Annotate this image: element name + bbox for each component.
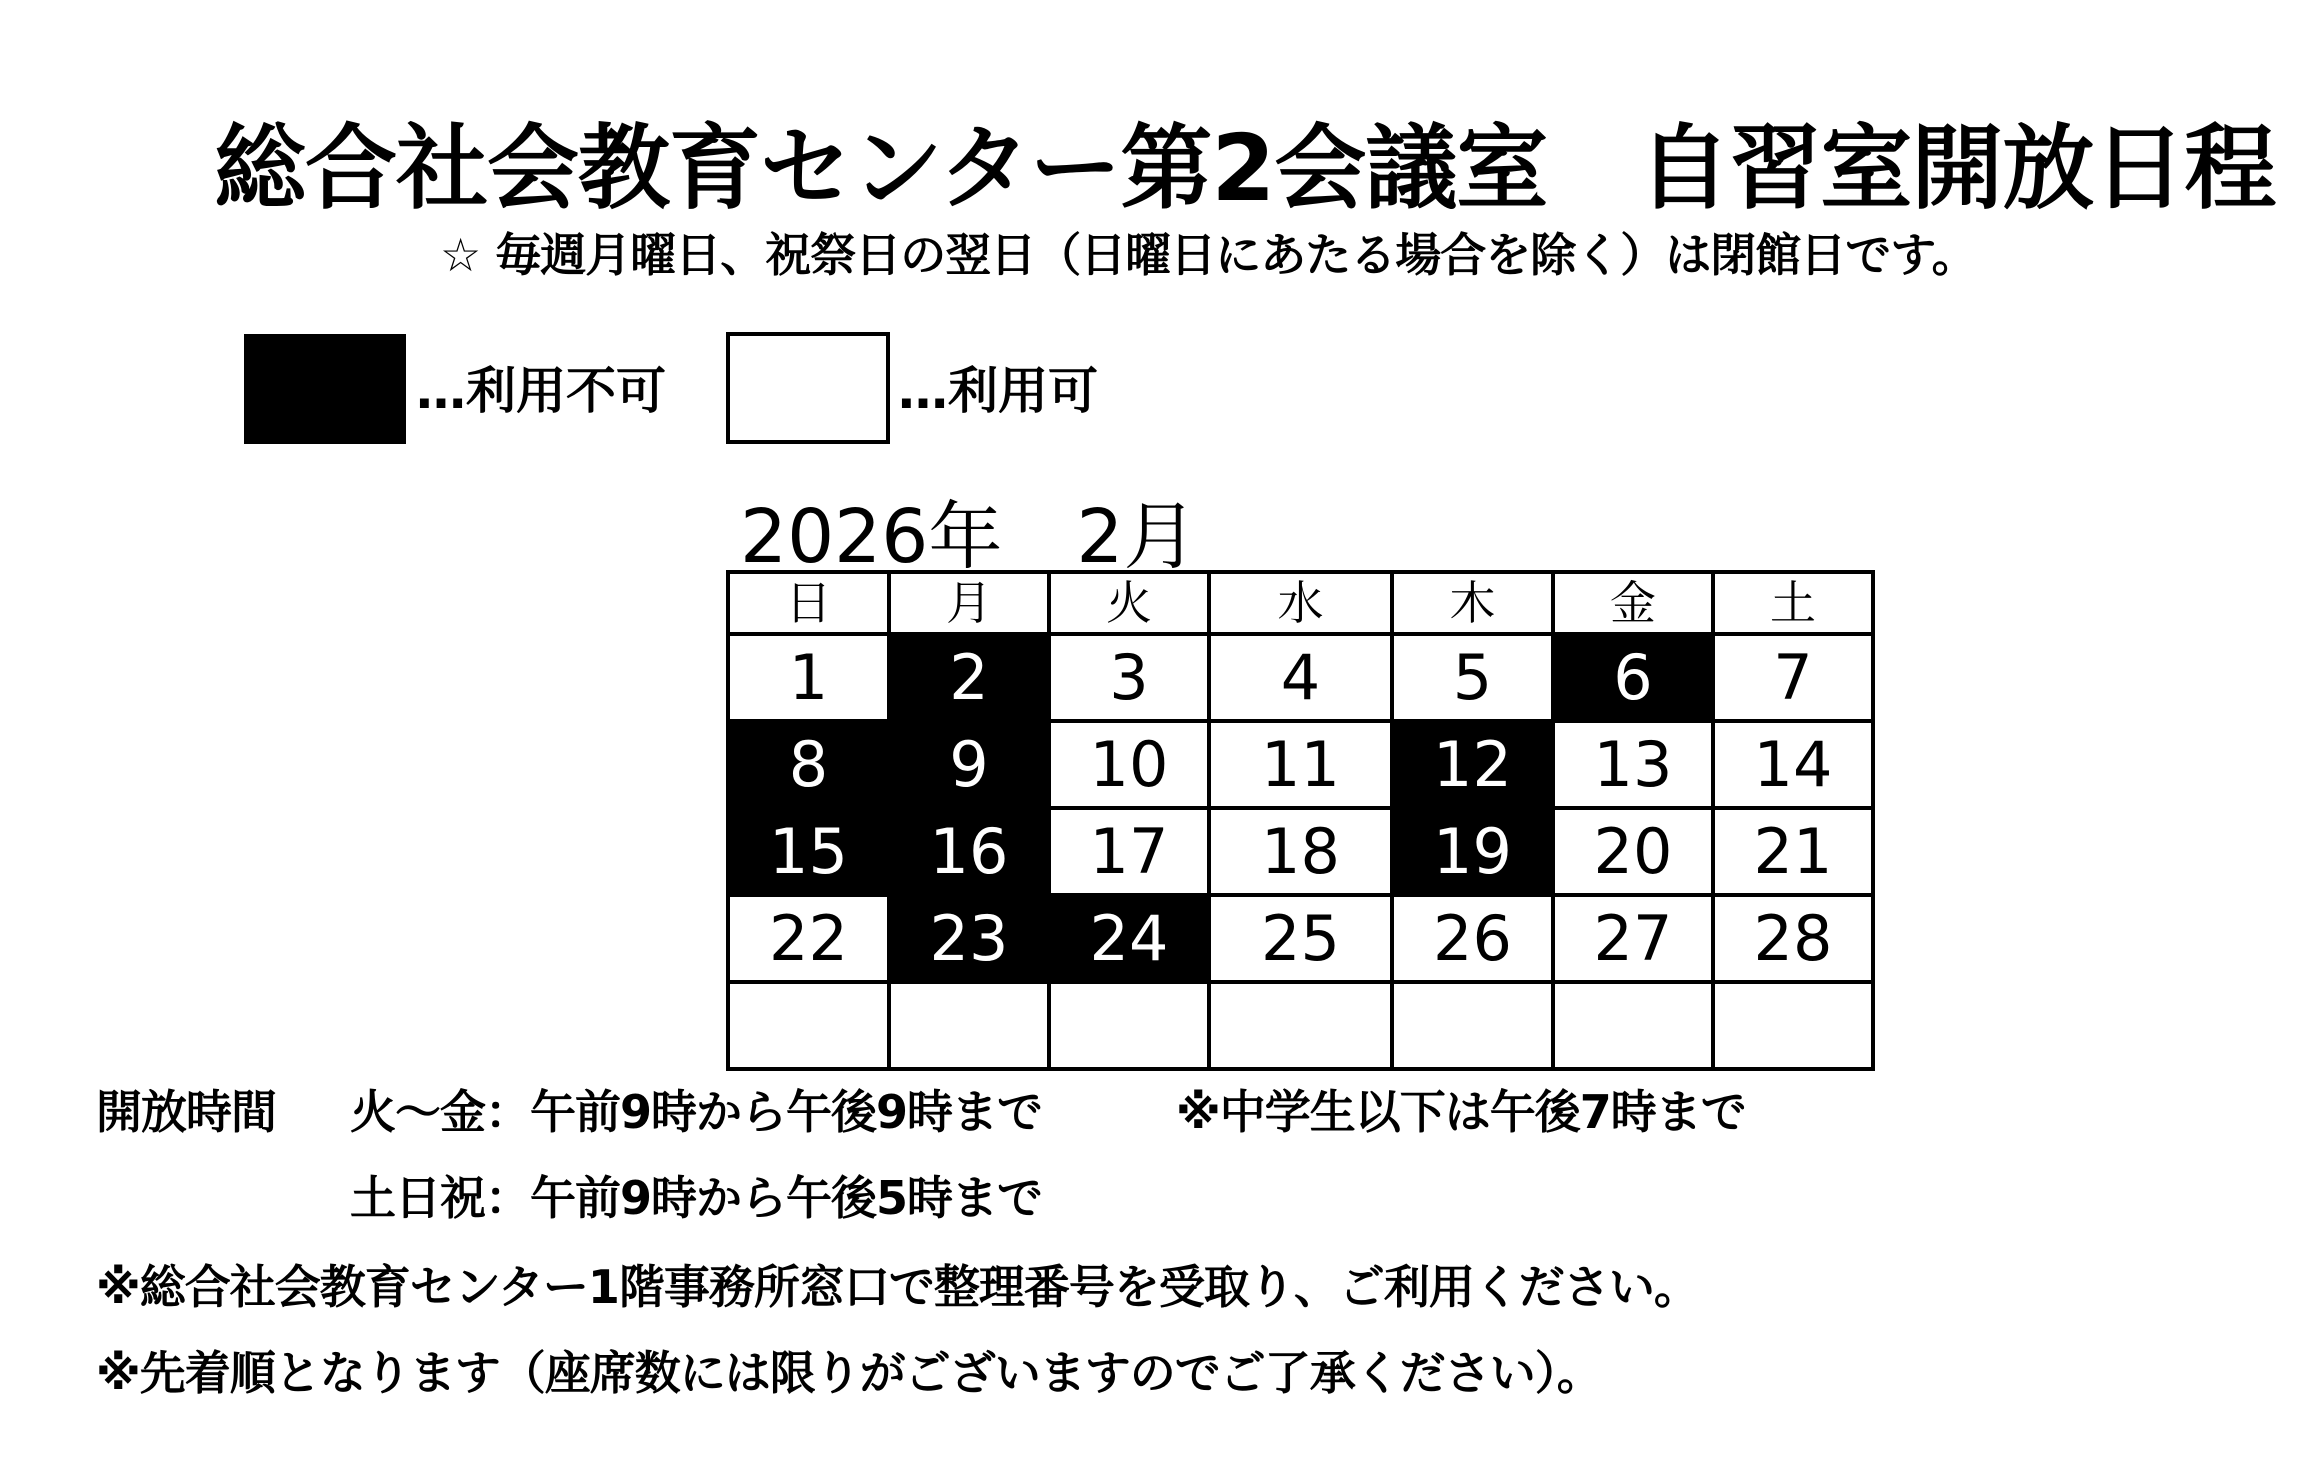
- calendar-day-cell: 14: [1713, 721, 1873, 808]
- month-heading: 2026年 2月: [740, 494, 1198, 580]
- ticket-note: ※総合社会教育センター1階事務所窓口で整理番号を受取り、ご利用ください。: [96, 1260, 1699, 1314]
- calendar-day-cell: 12: [1392, 721, 1553, 808]
- calendar-day-cell: 28: [1713, 895, 1873, 982]
- weekday-header-row: [728, 572, 1873, 634]
- opening-hours-label: 開放時間: [96, 1085, 276, 1139]
- calendar-week-row: [728, 721, 1873, 808]
- calendar-day-cell: [889, 982, 1049, 1069]
- calendar-day-cell: 16: [889, 808, 1049, 895]
- weekday-header: 日: [728, 572, 889, 634]
- closed-days-note: ☆ 毎週月曜日、祝祭日の翌日（日曜日にあたる場合を除く）は閉館日です。: [440, 228, 1977, 282]
- calendar-day-cell: 24: [1049, 895, 1209, 982]
- calendar-day-cell: 2: [889, 634, 1049, 721]
- weekday-header: 土: [1713, 572, 1873, 634]
- calendar-day-cell: 18: [1209, 808, 1392, 895]
- minor-hours-note: ※中学生以下は午後7時まで: [1176, 1085, 1746, 1139]
- calendar-day-cell: 7: [1713, 634, 1873, 721]
- calendar-day-cell: 19: [1392, 808, 1553, 895]
- weekend-hours: 土日祝：午前9時から午後5時まで: [350, 1171, 1043, 1225]
- calendar-day-cell: [1209, 982, 1392, 1069]
- calendar-day-cell: 27: [1553, 895, 1713, 982]
- calendar-week-row: [728, 808, 1873, 895]
- first-come-note: ※先着順となります（座席数には限りがございますのでご了承ください）。: [96, 1346, 1602, 1400]
- calendar-grid: [726, 570, 1875, 1071]
- weekday-header: 金: [1553, 572, 1713, 634]
- calendar-week-row: [728, 895, 1873, 982]
- calendar-day-cell: 13: [1553, 721, 1713, 808]
- calendar-week-row: [728, 982, 1873, 1069]
- calendar-day-cell: 9: [889, 721, 1049, 808]
- weekday-header: 水: [1209, 572, 1392, 634]
- calendar-day-cell: [728, 982, 889, 1069]
- calendar-day-cell: 20: [1553, 808, 1713, 895]
- page-title: 総合社会教育センター第2会議室 自習室開放日程: [214, 115, 2276, 222]
- calendar-day-cell: [1049, 982, 1209, 1069]
- weekday-header: 火: [1049, 572, 1209, 634]
- calendar-day-cell: 6: [1553, 634, 1713, 721]
- weekday-header: 月: [889, 572, 1049, 634]
- calendar-day-cell: 25: [1209, 895, 1392, 982]
- legend-available-label: …利用可: [898, 362, 1098, 420]
- legend-unavailable-swatch: [244, 334, 406, 444]
- calendar-day-cell: 1: [728, 634, 889, 721]
- calendar-day-cell: [1553, 982, 1713, 1069]
- calendar-day-cell: 22: [728, 895, 889, 982]
- weekday-hours: 火～金：午前9時から午後9時まで: [350, 1085, 1043, 1139]
- calendar-day-cell: 3: [1049, 634, 1209, 721]
- calendar-day-cell: 4: [1209, 634, 1392, 721]
- legend-available-swatch: [726, 332, 890, 444]
- calendar-day-cell: 11: [1209, 721, 1392, 808]
- calendar-day-cell: [1392, 982, 1553, 1069]
- calendar-day-cell: 17: [1049, 808, 1209, 895]
- legend-unavailable-label: …利用不可: [416, 362, 666, 420]
- calendar-day-cell: 23: [889, 895, 1049, 982]
- calendar-day-cell: 26: [1392, 895, 1553, 982]
- calendar-day-cell: 8: [728, 721, 889, 808]
- calendar-week-row: [728, 634, 1873, 721]
- calendar-day-cell: 21: [1713, 808, 1873, 895]
- calendar-day-cell: 5: [1392, 634, 1553, 721]
- calendar-day-cell: [1713, 982, 1873, 1069]
- calendar-day-cell: 10: [1049, 721, 1209, 808]
- weekday-header: 木: [1392, 572, 1553, 634]
- calendar-day-cell: 15: [728, 808, 889, 895]
